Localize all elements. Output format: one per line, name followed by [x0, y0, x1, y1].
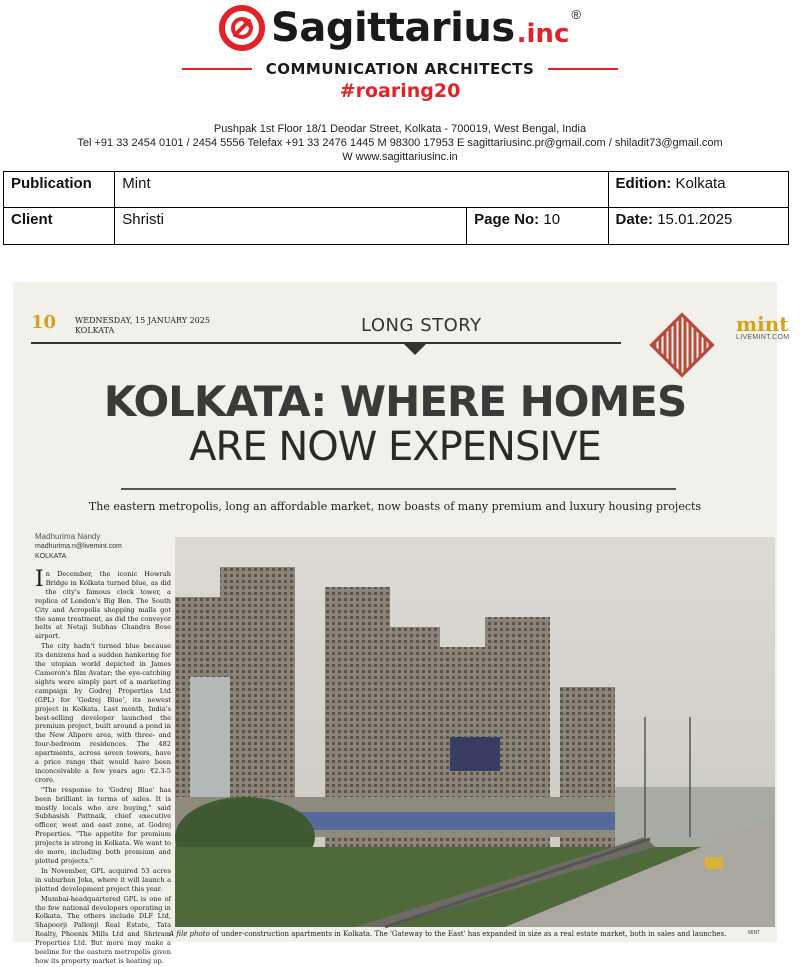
date-cell [608, 208, 788, 245]
headline-line-1: KOLKATA: WHERE HOMES [103, 377, 687, 426]
date-label: Date: [615, 211, 654, 228]
newspaper-header [31, 312, 790, 352]
contact-line: Tel +91 33 2454 0101 / 2454 5556 Telefax +91 33 2476 1445 M 98300 17953 E sagittariusinc.pr@gmail.com / shiladit73@gmail.com [77, 137, 723, 149]
byline: Madhurima Nandy [35, 532, 101, 541]
brand-logo-icon [219, 5, 265, 51]
photo-caption [169, 930, 769, 938]
article-dateline: KOLKATA [35, 553, 67, 560]
caption-text: of under-construction apartments in Kolkata. The 'Gateway to the East' has expanded in size as a real estate market, both in sales and launches. [212, 930, 727, 938]
registered-mark: ® [571, 6, 581, 22]
address-line: Pushpak 1st Floor 18/1 Deodar Street, Kolkata - 700019, West Bengal, India [213, 123, 587, 135]
newspaper-clipping [13, 282, 790, 965]
edition-value: Kolkata [675, 175, 726, 192]
tagline-row [0, 60, 800, 78]
brand-name: Sagittarius [271, 5, 515, 51]
body-paragraph: In November, GPL acquired 53 acres in suburban Joka, where it will launch a plotted development project this year. [35, 866, 171, 893]
newspaper-city: KOLKATA [75, 326, 115, 335]
header-chevron-icon [403, 343, 427, 355]
article-photo [175, 537, 775, 927]
newspaper-dateline [75, 316, 210, 336]
body-paragraph: The city hadn't turned blue because its denizens had a sudden hankering for the utopian world depicted in James Cameron's film Avatar; the eye-catching sights were simply part of a marketing campaign by Godrej Properties Ltd (GPL) for 'Godrej Blue', its newest project in Kolkata. Last month, India's best-selling developer launched the premium project, built around a pond in the New Alipore area, with three- and four-bedroom residences. The 482 apartments, across seven towers, have a price range that would have been inconceivable a few years ago: ₹2.3-5 crore. [35, 642, 171, 784]
publication-value: Mint [115, 172, 608, 208]
caption-lead: A file photo [169, 930, 210, 938]
table-row [4, 208, 789, 245]
tagline-divider-left [182, 68, 252, 70]
contact-address [0, 122, 800, 164]
brand-suffix: .inc [516, 19, 570, 49]
table-row [4, 172, 789, 208]
article-deck: The eastern metropolis, long an affordable market, now boasts of many premium and luxury housing projects [88, 500, 702, 513]
publication-label: Publication [4, 172, 115, 208]
headline-divider [121, 488, 676, 490]
website-line: W www.sagittariusinc.in [342, 151, 458, 163]
article-body [35, 567, 171, 967]
masthead-site: LIVEMINT.COM [736, 334, 790, 341]
date-value: 15.01.2025 [657, 211, 733, 228]
edition-cell [608, 172, 788, 208]
newspaper-page-number: 10 [31, 312, 57, 333]
page-label: Page No: [474, 211, 540, 228]
edition-label: Edition: [615, 175, 672, 192]
client-value: Shristi [115, 208, 467, 245]
page-cell [467, 208, 608, 245]
headline-line-2: ARE NOW EXPENSIVE [189, 424, 601, 470]
tagline-divider-right [548, 68, 618, 70]
byline-email: madhurima.n@livemint.com [35, 543, 122, 550]
newspaper-date: WEDNESDAY, 15 JANUARY 2025 [75, 316, 210, 325]
photo-credit: MINT [748, 930, 761, 936]
body-paragraph: In December, the iconic Howrah Bridge in Kolkata turned blue, as did the city's famous clock tower, a replica of London's Big Ben. The South City and Acropolis shopping malls got the same treatment, as did the conveyor belts at Netaji Subhas Chandra Bose airport. [35, 567, 171, 641]
qr-code-icon [649, 312, 714, 377]
brand-header [0, 2, 800, 54]
header-rule [31, 342, 621, 344]
clipping-info-table [3, 171, 789, 245]
hashtag: #roaring20 [339, 80, 461, 102]
body-paragraph: "The response to 'Godrej Blue' has been brilliant in terms of sales. It is mostly locals who are buying," said Subhasish Pattnaik, chief executive officer, west and east zone, at Godrej Properties. "The appetite for premium projects is strong in Kolkata. We want to do more, including both premium and plotted projects." [35, 785, 171, 865]
tagline: COMMUNICATION ARCHITECTS [265, 60, 535, 78]
masthead-logo: mint [736, 312, 789, 336]
section-title: LONG STORY [361, 315, 482, 336]
page-value: 10 [543, 211, 561, 228]
city-skyline-photo [175, 537, 775, 927]
body-paragraph: Mumbai-headquartered GPL is one of the few national developers operating in Kolkata. The others include DLF Ltd, Shapoorji Pallonji Real Estate, Tata Realty, Phoenix Mills Ltd and Shriram Properties Ltd. But more may make a beeline for the eastern metropolis given how its property market is heating up. [35, 894, 171, 965]
client-label: Client [4, 208, 115, 245]
